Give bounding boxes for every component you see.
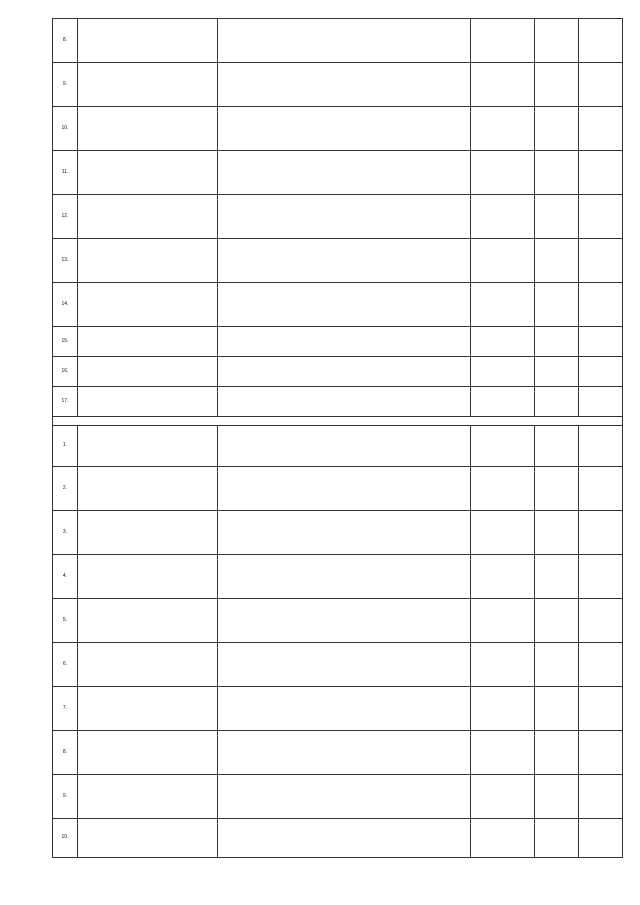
table-row: [53, 387, 623, 417]
row-year-built: [579, 687, 623, 731]
table-row: [53, 511, 623, 555]
row-number: 1.: [53, 426, 78, 467]
row-year-built: [579, 511, 623, 555]
row-number: 8.: [53, 19, 78, 63]
row-number: 17.: [53, 387, 78, 417]
row-year-plan: [535, 775, 579, 819]
row-year-plan: [535, 426, 579, 467]
row-number: 10.: [53, 819, 78, 858]
row-works: [218, 327, 471, 357]
row-works: [218, 643, 471, 687]
row-year-built: [579, 63, 623, 107]
row-year-plan: [535, 195, 579, 239]
row-works: [218, 555, 471, 599]
row-year-built: [579, 426, 623, 467]
row-works: [218, 426, 471, 467]
row-number: 6.: [53, 643, 78, 687]
row-cost: [471, 687, 535, 731]
table-row: [53, 19, 623, 63]
row-number: 5.: [53, 599, 78, 643]
row-year-plan: [535, 687, 579, 731]
row-cost: [471, 151, 535, 195]
row-year-built: [579, 387, 623, 417]
row-address: [78, 107, 218, 151]
row-year-plan: [535, 19, 579, 63]
row-address: [78, 426, 218, 467]
table-row: [53, 731, 623, 775]
row-year-plan: [535, 643, 579, 687]
row-year-built: [579, 357, 623, 387]
row-works: [218, 775, 471, 819]
row-cost: [471, 467, 535, 511]
section-title: [53, 417, 623, 426]
row-address: [78, 151, 218, 195]
row-cost: [471, 19, 535, 63]
row-number: 4.: [53, 555, 78, 599]
row-cost: [471, 357, 535, 387]
row-address: [78, 283, 218, 327]
row-number: 12.: [53, 195, 78, 239]
row-year-plan: [535, 467, 579, 511]
row-works: [218, 239, 471, 283]
table-row: [53, 151, 623, 195]
table-row: [53, 283, 623, 327]
row-number: 11.: [53, 151, 78, 195]
row-cost: [471, 283, 535, 327]
row-year-built: [579, 467, 623, 511]
row-year-built: [579, 239, 623, 283]
table-row: [53, 63, 623, 107]
row-works: [218, 63, 471, 107]
row-cost: [471, 511, 535, 555]
row-works: [218, 599, 471, 643]
row-number: 9.: [53, 63, 78, 107]
row-address: [78, 387, 218, 417]
row-year-built: [579, 151, 623, 195]
row-year-built: [579, 599, 623, 643]
row-address: [78, 599, 218, 643]
row-cost: [471, 107, 535, 151]
row-address: [78, 687, 218, 731]
row-year-plan: [535, 239, 579, 283]
register-body: [53, 19, 623, 858]
row-address: [78, 239, 218, 283]
row-number: 3.: [53, 511, 78, 555]
row-year-built: [579, 731, 623, 775]
row-address: [78, 775, 218, 819]
row-year-built: [579, 819, 623, 858]
row-year-plan: [535, 599, 579, 643]
row-works: [218, 467, 471, 511]
row-cost: [471, 555, 535, 599]
row-cost: [471, 819, 535, 858]
row-works: [218, 819, 471, 858]
row-year-built: [579, 19, 623, 63]
table-row: [53, 467, 623, 511]
document-page: [52, 18, 622, 890]
row-year-plan: [535, 731, 579, 775]
table-row: [53, 357, 623, 387]
row-year-built: [579, 555, 623, 599]
row-works: [218, 151, 471, 195]
row-year-plan: [535, 511, 579, 555]
row-works: [218, 107, 471, 151]
table-row: [53, 555, 623, 599]
row-works: [218, 195, 471, 239]
table-row: [53, 599, 623, 643]
row-year-plan: [535, 357, 579, 387]
row-year-plan: [535, 151, 579, 195]
table-row: [53, 327, 623, 357]
row-cost: [471, 599, 535, 643]
row-year-plan: [535, 63, 579, 107]
row-number: 2.: [53, 467, 78, 511]
row-works: [218, 687, 471, 731]
row-address: [78, 327, 218, 357]
row-address: [78, 819, 218, 858]
row-cost: [471, 195, 535, 239]
row-number: 15.: [53, 327, 78, 357]
table-row: [53, 687, 623, 731]
row-year-plan: [535, 283, 579, 327]
row-cost: [471, 643, 535, 687]
table-row: [53, 426, 623, 467]
row-number: 13.: [53, 239, 78, 283]
row-year-built: [579, 775, 623, 819]
row-cost: [471, 239, 535, 283]
row-number: 9.: [53, 775, 78, 819]
row-cost: [471, 426, 535, 467]
table-row: [53, 107, 623, 151]
row-number: 10.: [53, 107, 78, 151]
table-row: [53, 195, 623, 239]
row-year-plan: [535, 107, 579, 151]
row-number: 7.: [53, 687, 78, 731]
row-works: [218, 357, 471, 387]
section-row: [53, 417, 623, 426]
row-cost: [471, 63, 535, 107]
row-works: [218, 387, 471, 417]
row-address: [78, 195, 218, 239]
row-address: [78, 511, 218, 555]
row-address: [78, 63, 218, 107]
row-year-built: [579, 195, 623, 239]
row-cost: [471, 327, 535, 357]
row-address: [78, 357, 218, 387]
row-address: [78, 467, 218, 511]
row-works: [218, 731, 471, 775]
row-cost: [471, 387, 535, 417]
row-works: [218, 283, 471, 327]
row-address: [78, 555, 218, 599]
row-works: [218, 511, 471, 555]
row-cost: [471, 775, 535, 819]
table-row: [53, 643, 623, 687]
row-works: [218, 19, 471, 63]
row-cost: [471, 731, 535, 775]
row-address: [78, 643, 218, 687]
row-year-built: [579, 327, 623, 357]
table-row: [53, 819, 623, 858]
row-address: [78, 19, 218, 63]
row-year-plan: [535, 387, 579, 417]
row-number: 8.: [53, 731, 78, 775]
row-year-plan: [535, 819, 579, 858]
register-table: [52, 18, 623, 858]
row-year-built: [579, 107, 623, 151]
row-year-plan: [535, 327, 579, 357]
row-number: 16.: [53, 357, 78, 387]
row-year-plan: [535, 555, 579, 599]
table-row: [53, 239, 623, 283]
row-address: [78, 731, 218, 775]
table-row: [53, 775, 623, 819]
row-year-built: [579, 283, 623, 327]
row-year-built: [579, 643, 623, 687]
row-number: 14.: [53, 283, 78, 327]
